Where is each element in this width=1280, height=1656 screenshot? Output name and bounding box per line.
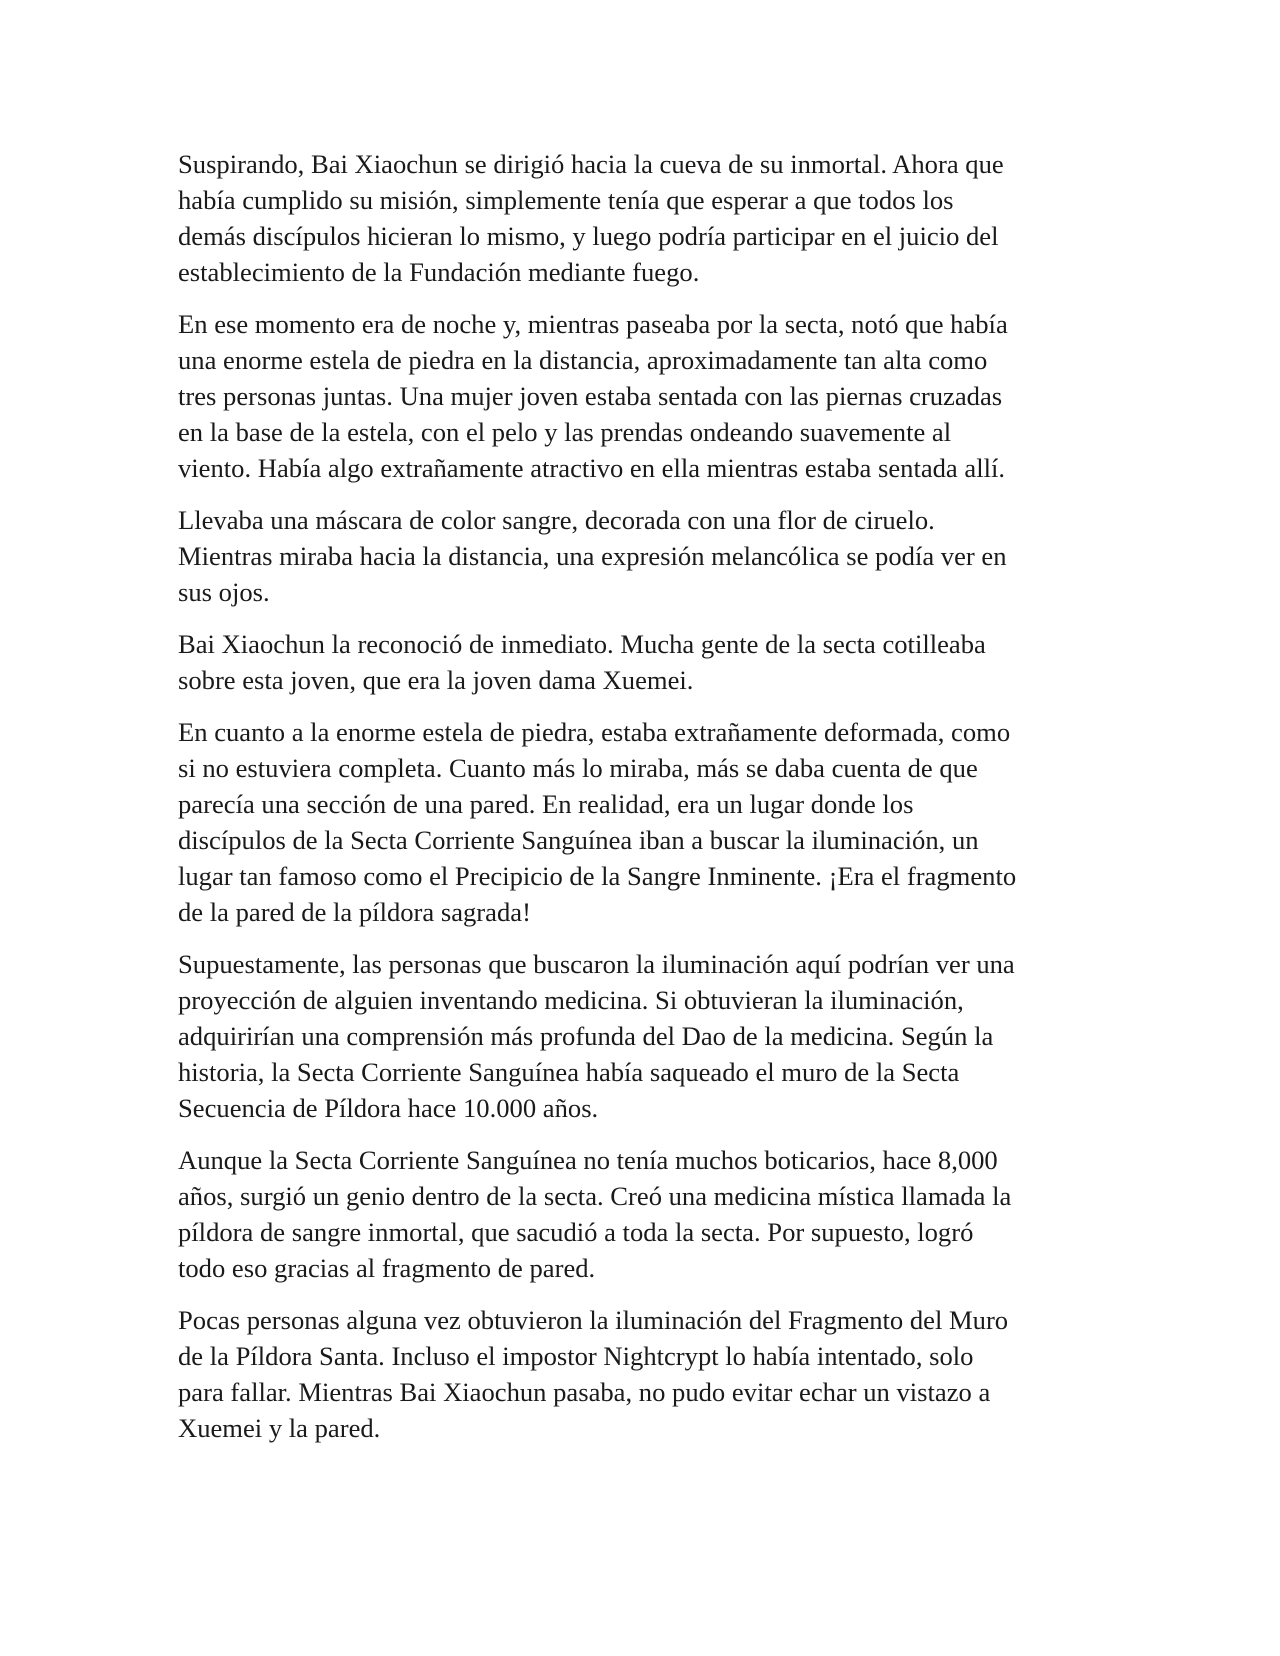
- text-line: una enorme estela de piedra en la distancia, aproximadamente tan alta como: [178, 345, 988, 375]
- text-line: Llevaba una máscara de color sangre, decorada con una flor de ciruelo.: [178, 505, 935, 535]
- text-line: de la Píldora Santa. Incluso el impostor Nightcrypt lo había intentado, solo: [178, 1341, 974, 1371]
- paragraph-6: [178, 946, 1108, 1126]
- text-line: parecía una sección de una pared. En realidad, era un lugar donde los: [178, 789, 914, 819]
- paragraph-8: [178, 1302, 1108, 1446]
- text-line: establecimiento de la Fundación mediante fuego.: [178, 257, 700, 287]
- paragraph-4: [178, 626, 1108, 698]
- text-line: demás discípulos hicieran lo mismo, y luego podría participar en el juicio del: [178, 221, 999, 251]
- text-line: proyección de alguien inventando medicina. Si obtuvieran la iluminación,: [178, 985, 964, 1015]
- text-line: tres personas juntas. Una mujer joven estaba sentada con las piernas cruzadas: [178, 381, 1003, 411]
- text-line: Mientras miraba hacia la distancia, una expresión melancólica se podía ver en: [178, 541, 1007, 571]
- paragraph-2: [178, 306, 1108, 486]
- paragraph-3: [178, 502, 1108, 610]
- text-line: En ese momento era de noche y, mientras paseaba por la secta, notó que había: [178, 309, 1008, 339]
- document-page: [178, 146, 1108, 1462]
- text-line: Bai Xiaochun la reconoció de inmediato. Mucha gente de la secta cotilleaba: [178, 629, 986, 659]
- text-line: si no estuviera completa. Cuanto más lo miraba, más se daba cuenta de que: [178, 753, 978, 783]
- text-line: todo eso gracias al fragmento de pared.: [178, 1253, 596, 1283]
- text-line: en la base de la estela, con el pelo y las prendas ondeando suavemente al: [178, 417, 952, 447]
- text-line: lugar tan famoso como el Precipicio de la Sangre Inminente. ¡Era el fragmento: [178, 861, 1017, 891]
- text-line: En cuanto a la enorme estela de piedra, estaba extrañamente deformada, como: [178, 717, 1011, 747]
- text-line: viento. Había algo extrañamente atractivo en ella mientras estaba sentada allí.: [178, 453, 1006, 483]
- text-line: sobre esta joven, que era la joven dama Xuemei.: [178, 665, 694, 695]
- paragraph-7: [178, 1142, 1108, 1286]
- text-line: píldora de sangre inmortal, que sacudió a toda la secta. Por supuesto, logró: [178, 1217, 974, 1247]
- text-line: Secuencia de Píldora hace 10.000 años.: [178, 1093, 599, 1123]
- text-line: sus ojos.: [178, 577, 270, 607]
- text-line: Xuemei y la pared.: [178, 1413, 381, 1443]
- text-line: Pocas personas alguna vez obtuvieron la iluminación del Fragmento del Muro: [178, 1305, 1009, 1335]
- text-line: de la pared de la píldora sagrada!: [178, 897, 531, 927]
- text-line: años, surgió un genio dentro de la secta. Creó una medicina mística llamada la: [178, 1181, 1012, 1211]
- paragraph-5: [178, 714, 1108, 930]
- text-line: Supuestamente, las personas que buscaron la iluminación aquí podrían ver una: [178, 949, 1015, 979]
- text-line: discípulos de la Secta Corriente Sanguínea iban a buscar la iluminación, un: [178, 825, 979, 855]
- text-line: Aunque la Secta Corriente Sanguínea no tenía muchos boticarios, hace 8,000: [178, 1145, 998, 1175]
- text-line: había cumplido su misión, simplemente tenía que esperar a que todos los: [178, 185, 954, 215]
- text-line: para fallar. Mientras Bai Xiaochun pasaba, no pudo evitar echar un vistazo a: [178, 1377, 991, 1407]
- text-line: adquirirían una comprensión más profunda del Dao de la medicina. Según la: [178, 1021, 994, 1051]
- paragraph-1: [178, 146, 1108, 290]
- text-line: historia, la Secta Corriente Sanguínea había saqueado el muro de la Secta: [178, 1057, 960, 1087]
- text-line: Suspirando, Bai Xiaochun se dirigió hacia la cueva de su inmortal. Ahora que: [178, 149, 1004, 179]
